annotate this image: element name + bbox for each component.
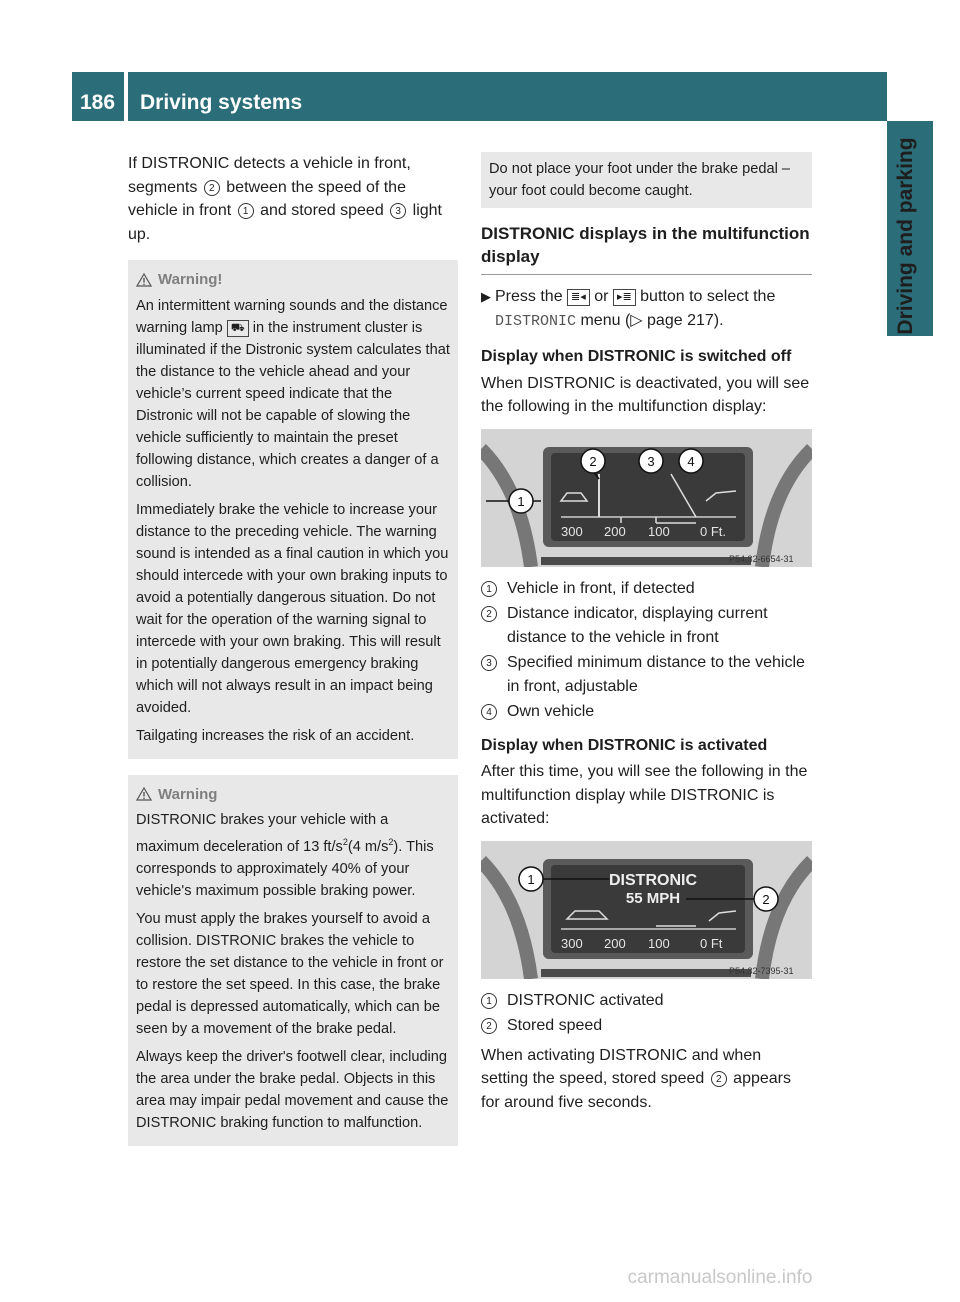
left-column — [128, 152, 458, 1158]
scale-label: 300 — [561, 935, 583, 951]
on-heading: Display when DISTRONIC is activated — [481, 736, 768, 754]
step-arrow-icon: ▶ — [481, 289, 491, 304]
scale-label: 0 Ft — [700, 935, 723, 951]
warning-box-1 — [128, 260, 458, 759]
menu-back-button-icon: ≣◂ — [567, 289, 590, 306]
warning1-paragraph-2: Immediately brake the vehicle to increase your distance to the preceding vehicle. The warning sound is intended as a final caution in which you should intercede with your own braking inputs to avoid a potentially dangerous situation. Do not wait for the operation of the warning signal to intercede with your own braking. This will result in potentially dangerous emergency braking which will not always result in an impact being avoided. — [136, 501, 449, 716]
side-tab-label: Driving and parking — [894, 137, 917, 335]
warning-triangle-icon — [136, 273, 152, 287]
warning2-paragraph-2: You must apply the brakes yourself to avoid a collision. DISTRONIC brakes the vehicle to restore the set distance to the vehicle in front or to restore the set speed. In this case, the brake pedal is depressed automatically, which can be seen by a movement of the brake pedal. — [136, 910, 444, 1037]
legend-item: 1 Vehicle in front, if detected — [481, 577, 812, 601]
display-on-figure — [481, 841, 812, 979]
display-off-figure — [481, 429, 812, 567]
note-text: Do not place your foot under the brake pedal – your foot could become caught. — [489, 161, 790, 199]
warning-triangle-icon — [136, 787, 152, 801]
svg-text:1: 1 — [527, 871, 535, 887]
menu-forward-button-icon: ▸≣ — [613, 289, 636, 306]
legend-item: 3 Specified minimum distance to the vehicle in front, adjustable — [481, 651, 812, 698]
warning-title: Warning — [136, 783, 450, 807]
svg-text:3: 3 — [647, 453, 655, 469]
svg-text:2: 2 — [589, 453, 597, 469]
callout-2: 2 — [711, 1071, 727, 1087]
callout-2: 2 — [204, 180, 220, 196]
svg-text:2: 2 — [762, 891, 770, 907]
scale-label: 300 — [561, 523, 583, 539]
instruction-step: ▶ Press the ≣◂ or ▸≣ button to select the DISTRONIC menu (▷ page 217). — [481, 285, 812, 333]
page-ref-arrow-icon: ▷ — [630, 311, 643, 329]
figure-code: P54.32-7395-31 — [729, 965, 794, 976]
off-heading: Display when DISTRONIC is switched off — [481, 348, 792, 365]
figure-code: P54.32-6654-31 — [729, 553, 794, 564]
callout-1: 1 — [238, 203, 254, 219]
legend-item: 1 DISTRONIC activated — [481, 989, 812, 1013]
warning2-paragraph-3: Always keep the driver's footwell clear, including the area under the brake pedal. Objects in this area may impair pedal movement and cause the DISTRONIC braking function to malfunction. — [136, 1048, 449, 1131]
watermark: carmanualsonline.info — [627, 1267, 813, 1288]
display-off-illustration — [481, 429, 812, 567]
right-column — [481, 152, 812, 1121]
warning1-paragraph-1: An intermittent warning sounds and the distance warning lamp ⛟ in the instrument cluster is illuminated if the Distronic system calculates that the distance to the vehicle ahead and your vehicle’s current speed indicate that the Distronic will not be capable of slowing the vehicle sufficiently to maintain the preset following distance, which creates a danger of a collision. — [136, 297, 450, 490]
callout-3: 3 — [390, 203, 406, 219]
closing-paragraph: When activating DISTRONIC and when setting the speed, stored speed 2 appears for around five seconds. — [481, 1046, 791, 1111]
legend-item: 4 Own vehicle — [481, 700, 812, 724]
off-text: When DISTRONIC is deactivated, you will see the following in the multifunction display: — [481, 374, 810, 415]
page-title: Driving systems — [128, 72, 887, 121]
scale-label: 0 Ft. — [700, 523, 727, 539]
on-legend — [481, 989, 812, 1038]
distance-warning-lamp-icon: ⛟ — [227, 320, 249, 337]
warning1-paragraph-3: Tailgating increases the risk of an accident. — [136, 727, 415, 744]
note-box — [481, 152, 812, 208]
intro-paragraph: If DISTRONIC detects a vehicle in front, segments 2 between the speed of the vehicle in front 1 and stored speed 3 light up. — [128, 155, 442, 243]
legend-item: 2 Stored speed — [481, 1014, 812, 1038]
display-speed: 55 MPH — [625, 889, 681, 907]
warning-box-2 — [128, 775, 458, 1146]
scale-label: 100 — [648, 935, 670, 951]
page-header — [72, 72, 887, 121]
svg-text:4: 4 — [687, 453, 695, 469]
scale-label: 200 — [604, 523, 626, 539]
page-number: 186 — [72, 72, 124, 121]
svg-text:1: 1 — [517, 493, 525, 509]
on-text: After this time, you will see the following in the multifunction display while DISTRONIC is activated: — [481, 763, 808, 827]
warning2-paragraph-1: DISTRONIC brakes your vehicle with a maximum deceleration of 13 $ft/s^2(4$ $m/s^2$). This corresponds to approximately 40% of your vehicle's maximum possible braking power. — [136, 812, 434, 899]
section-title: DISTRONIC displays in the multifunction display — [481, 222, 812, 275]
scale-label: 200 — [604, 935, 626, 951]
display-on-illustration — [481, 841, 812, 979]
display-title: DISTRONIC — [609, 871, 697, 889]
distronic-menu-name: DISTRONIC — [495, 312, 577, 330]
legend-item: 2 Distance indicator, displaying current distance to the vehicle in front — [481, 602, 812, 649]
off-legend — [481, 577, 812, 724]
warning-title: Warning! — [136, 268, 450, 292]
scale-label: 100 — [648, 523, 670, 539]
